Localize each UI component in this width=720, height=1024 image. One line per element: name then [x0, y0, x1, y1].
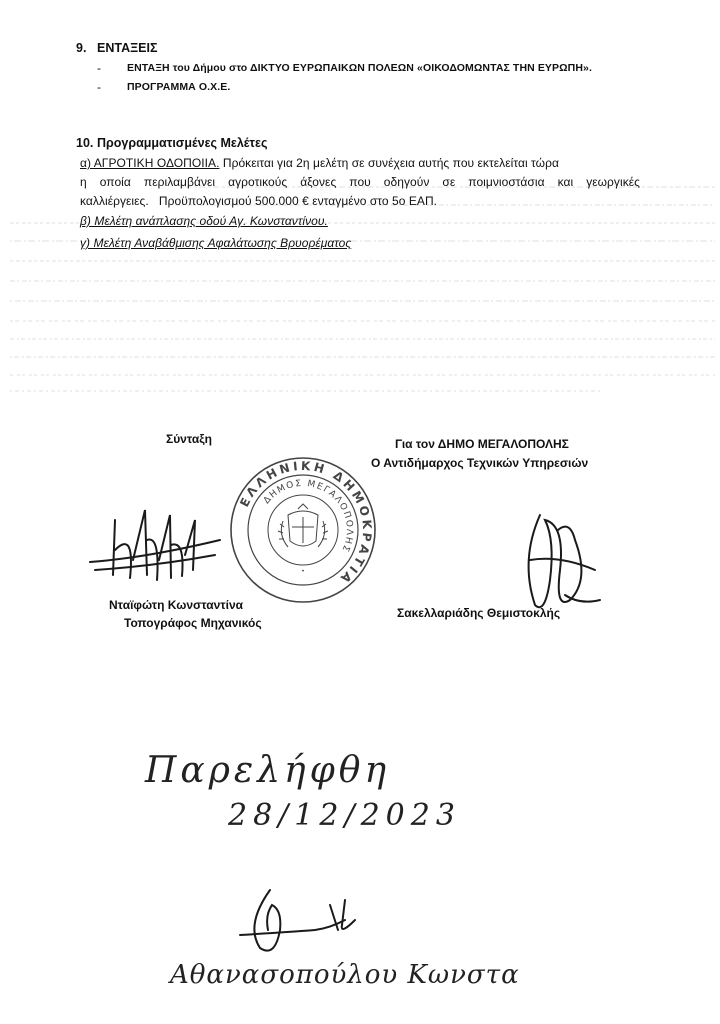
bullet-dash: - — [97, 61, 101, 75]
section-10-title: Προγραμματισμένες Μελέτες — [97, 136, 268, 150]
right-signature-title-2: Ο Αντιδήμαρχος Τεχνικών Υπηρεσιών — [371, 456, 589, 470]
handwritten-received: Παρελήφθη — [145, 750, 391, 791]
right-signatory-name: Σακελλαριάδης Θεμιστοκλής — [397, 606, 561, 620]
bullet-dash: - — [97, 80, 101, 94]
section-9-item-2: ΠΡΟΓΡΑΜΜΑ Ο.Χ.Ε. — [127, 81, 231, 93]
bleed-through-texture — [0, 175, 720, 405]
right-signature-scribble — [510, 500, 610, 620]
stamp-inner-text: ΔΗΜΟΣ ΜΕΓΑΛΟΠΟΛΗΣ — [261, 478, 355, 554]
study-c: γ) Μελέτη Αναβάθμισης Αφαλάτωσης Βρυορέματος — [80, 236, 352, 250]
study-a-line-2: η οποία περιλαμβάνει αγροτικούς άξονες που οδηγούν σε ποιμνιοστάσια και γεωργικές — [80, 175, 640, 189]
right-signature-title-1: Για τον ΔΗΜΟ ΜΕΓΑΛΟΠΟΛΗΣ — [395, 437, 569, 451]
left-signatory-role: Τοπογράφος Μηχανικός — [124, 616, 262, 630]
section-9-number: 9. — [76, 41, 87, 55]
left-signature-scribble — [85, 500, 225, 590]
handwritten-date: 28/12/2023 — [228, 798, 461, 833]
left-signatory-name: Νταϊφώτη Κωνσταντίνα — [109, 598, 244, 612]
svg-text:•: • — [301, 568, 305, 575]
left-signature-title: Σύνταξη — [166, 432, 212, 446]
handwritten-signature-scribble — [220, 880, 370, 960]
handwritten-name: Αθανασοπούλου Κωνστα — [170, 960, 520, 990]
study-a-line-1 — [80, 156, 559, 170]
study-a-line-3: καλλιέργειες. Προϋπολογισμού 500.000 € ενταγμένο στο 5ο ΕΑΠ. — [80, 194, 438, 208]
study-b: β) Μελέτη ανάπλασης οδού Αγ. Κωνσταντίνου. — [80, 214, 328, 228]
stamp-outer-text: ΕΛΛΗΝΙΚΗ ΔΗΜΟΚΡΑΤΙΑ — [237, 458, 375, 588]
section-9-item-1: ΕΝΤΑΞΗ του Δήμου στο ΔΙΚΤΥΟ ΕΥΡΩΠΑΙΚΩΝ ΠΟΛΕΩΝ «ΟΙΚΟΔΟΜΩΝΤΑΣ ΤΗΝ ΕΥΡΩΠΗ». — [127, 62, 592, 74]
section-9-title: ΕΝΤΑΞΕΙΣ — [97, 41, 158, 55]
coat-of-arms-icon — [278, 504, 328, 547]
municipal-stamp — [228, 455, 378, 605]
section-10-number: 10. — [76, 136, 94, 150]
study-a-label: α) ΑΓΡΟΤΙΚΗ ΟΔΟΠΟΙΙΑ. — [80, 156, 220, 170]
study-a-text-1: Πρόκειται για 2η μελέτη σε συνέχεια αυτής που εκτελείται τώρα — [222, 156, 559, 170]
